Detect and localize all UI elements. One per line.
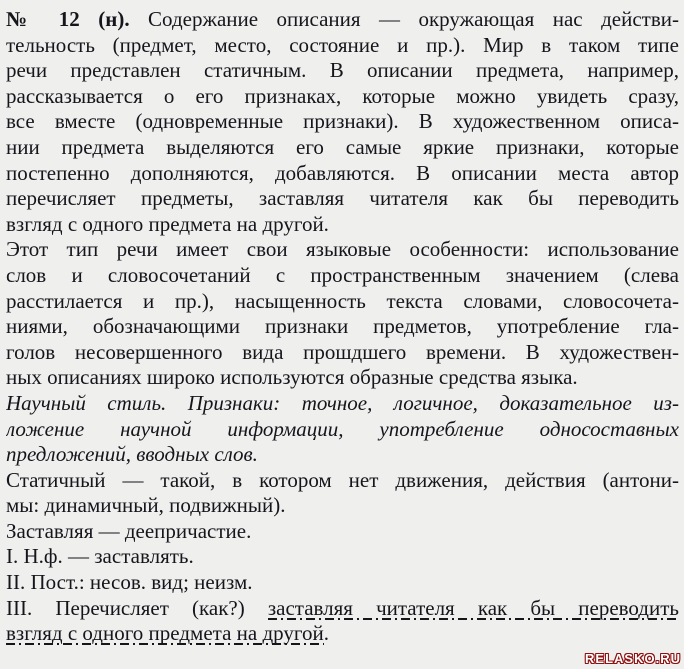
underlined-phrase: заставляя читателя как бы переводить bbox=[267, 595, 679, 620]
line-text: взгляд с одного предмета на другой. bbox=[6, 211, 329, 236]
text-line bbox=[6, 289, 679, 315]
underlined-phrase: взгляд с одного предмета на другой bbox=[6, 621, 324, 646]
text-line bbox=[6, 161, 679, 187]
text-line bbox=[6, 212, 679, 238]
text-line bbox=[6, 493, 679, 519]
text-line bbox=[6, 237, 679, 263]
line-text: мы: динамичный, подвижный). bbox=[6, 493, 286, 518]
line-text: II. Пост.: несов. вид; неизм. bbox=[6, 570, 253, 595]
line-text: Заставляя — деепричастие. bbox=[6, 518, 252, 543]
line-text: слов и словосочетаний с пространственным значением (слева bbox=[6, 262, 679, 287]
line-text: I. Н.ф. — заставлять. bbox=[6, 544, 194, 569]
line-text: перечисляет предметы, заставляя читателя как бы переводить bbox=[6, 186, 679, 211]
text-line-italic bbox=[6, 442, 679, 468]
line-text: рассказывается о его признаках, которые можно увидеть сразу, bbox=[6, 83, 679, 108]
text-line-italic bbox=[6, 417, 679, 443]
text-line bbox=[6, 135, 679, 161]
text-line bbox=[6, 621, 679, 647]
text-line-italic bbox=[6, 391, 679, 417]
text-line bbox=[6, 33, 679, 59]
text-line bbox=[6, 314, 679, 340]
text-line bbox=[6, 544, 679, 570]
text-line bbox=[6, 365, 679, 391]
text-line bbox=[6, 340, 679, 366]
text-line bbox=[6, 186, 679, 212]
line-text: Статичный — такой, в котором нет движения, действия (антони- bbox=[6, 467, 679, 492]
text-line bbox=[6, 84, 679, 110]
line-text: ниями, обозначающими признаки предметов, употребление гла- bbox=[6, 314, 679, 339]
line-text: . bbox=[323, 621, 329, 646]
line-text: тельность (предмет, место, состояние и пр.). Мир в таком типе bbox=[6, 32, 679, 57]
text-line bbox=[6, 58, 679, 84]
site-watermark: RELASKO.RU bbox=[585, 651, 681, 666]
line-text: расстилается и пр.), насыщенность текста словами, словосочета- bbox=[6, 288, 679, 313]
line-text: речи представлен статичным. В описании предмета, например, bbox=[6, 58, 679, 83]
line-text: голов несовершенного вида прошдшего времени. В художествен- bbox=[6, 339, 679, 364]
line-text: постепенно дополняются, добавляются. В описании места автор bbox=[6, 160, 679, 185]
line-text: III. Перечисляет (как?) bbox=[6, 595, 268, 620]
exercise-number: № 12 (н). bbox=[6, 7, 130, 31]
line-text: все вместе (одновременные признаки). В художественном описа- bbox=[6, 109, 679, 134]
text-line bbox=[6, 263, 679, 289]
line-text: ных описаниях широко используются образные средства языка. bbox=[6, 365, 578, 390]
text-line bbox=[6, 109, 679, 135]
text-line bbox=[6, 7, 679, 33]
line-text: Этот тип речи имеет свои языковые особенности: использование bbox=[6, 237, 679, 262]
text-line bbox=[6, 519, 679, 545]
line-text: ложение научной информации, употребление односоставных bbox=[6, 416, 679, 441]
line-text: нии предмета выделяются его самые яркие признаки, которые bbox=[6, 134, 679, 159]
line-text: предложений, вводных слов. bbox=[6, 442, 258, 467]
line-text: Научный стиль. Признаки: точное, логичное, доказательное из- bbox=[6, 390, 679, 415]
line-text: Содержание описания — окружающая нас действи- bbox=[129, 7, 679, 31]
text-line bbox=[6, 468, 679, 494]
text-line bbox=[6, 596, 679, 622]
text-line bbox=[6, 570, 679, 596]
